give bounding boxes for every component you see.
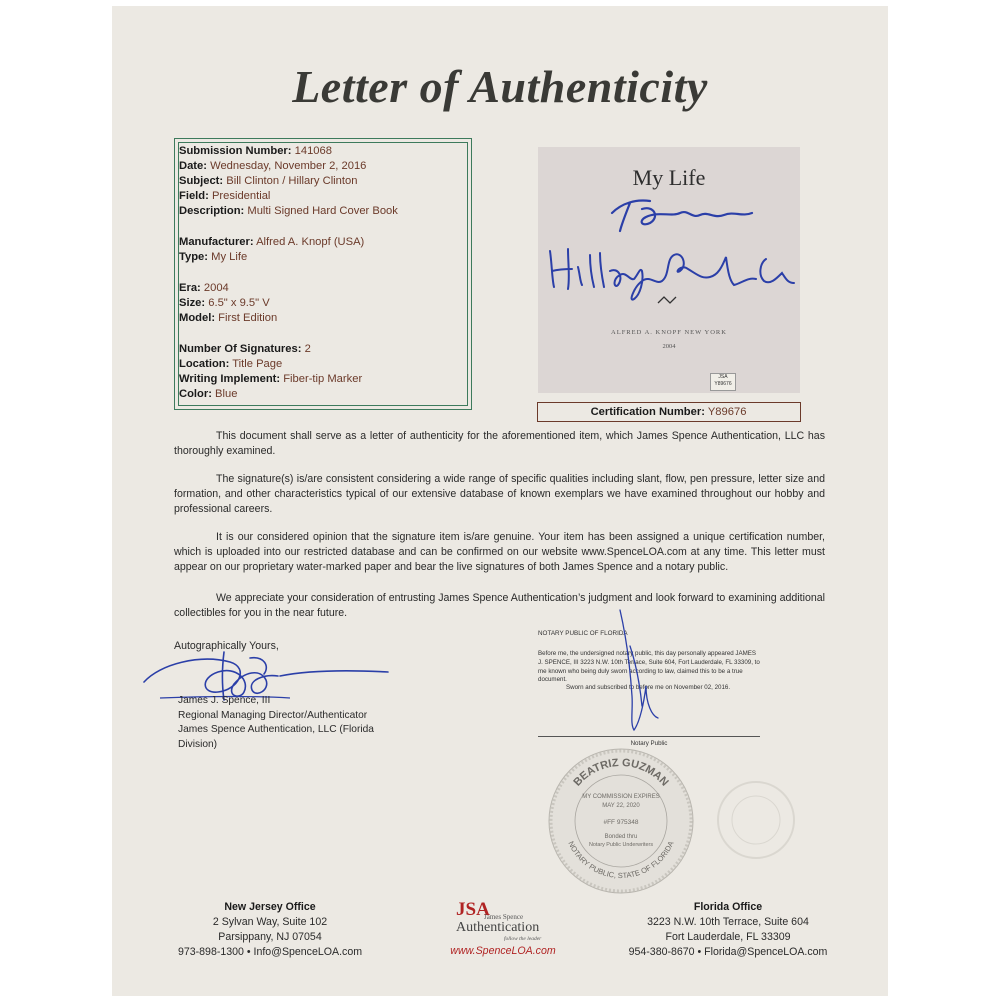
sticker-code: Y89676 [714,381,732,387]
detail-row: Model: First Edition [179,312,278,324]
body-paragraph: The signature(s) is/are consistent considering a wide range of specific qualities including slant, flow, pen pressure, letter size and formation, and other characteristics typical of our extensive database of known exemplars we have examined throughout our hobby and professional careers. [174,473,825,516]
notary-header: NOTARY PUBLIC OF FLORIDA [538,630,628,637]
notary-sworn-date: Sworn and subscribed to before me on November 02, 2016. [566,684,731,691]
detail-row: Field: Presidential [179,190,271,202]
certification-number: Certification Number: Y89676 [590,406,747,418]
book-title: My Life [632,165,706,190]
signer-division: Division) [178,738,218,750]
detail-row: Location: Title Page [179,358,283,370]
closing-text: Autographically Yours, [174,640,279,652]
detail-row: Size: 6.5" x 9.5" V [179,297,270,309]
detail-row: Era: 2004 [179,282,229,294]
fl-office-heading: Florida Office [693,901,763,913]
body-paragraph: It is our considered opinion that the signature item is/are genuine. Your item has been assigned a unique certification number, which is uploaded into our restricted database and can be confirmed on our website www.SpenceLOA.com at any time. This letter must appear on our proprietary water-marked paper and bear the live signatures of both James Spence and a notary public. [174,531,825,574]
seal-state: NOTARY PUBLIC, STATE OF FLORIDA [566,839,676,881]
fl-office-city: Fort Lauderdale, FL 33309 [665,931,791,943]
signer-title: Regional Managing Director/Authenticator [178,709,368,721]
website-link[interactable]: www.SpenceLOA.com [450,945,556,957]
page-title: Letter of Authenticity [292,61,708,112]
detail-row: Writing Implement: Fiber-tip Marker [179,373,363,385]
logo-jsa-text: JSA [456,899,490,920]
nj-office-contact: 973-898-1300 • Info@SpenceLOA.com [177,946,363,958]
detail-row: Subject: Bill Clinton / Hillary Clinton [179,175,358,187]
body-paragraph: We appreciate your consideration of entrusting James Spence Authentication’s judgment and look forward to examining additional collectibles for you in the near future. [174,592,825,620]
item-details-box [174,138,472,410]
logo-james-spence: James Spence [484,913,524,921]
nj-office-city: Parsippany, NJ 07054 [218,931,322,943]
seal-commission: MY COMMISSION EXPIRES [582,794,660,800]
signer-name: James J. Spence, III [178,695,271,706]
fl-office-street: 3223 N.W. 10th Terrace, Suite 604 [647,916,809,928]
autograph-signatures [538,147,800,393]
detail-row: Type: My Life [179,251,248,263]
logo-authentication: Authentication [456,920,540,935]
jsa-logo [428,897,578,945]
signer-block [178,694,374,752]
notary-statement: Before me, the undersigned notary public, this day personally appeared JAMES J. SPENCE, III 3223 N.W. 10th Terrace, Suite 604, Fort Lauderdale, FL 33309, to me known who being duly sworn according to law, claimed this to be a true document. [538,650,760,684]
notary-signature-line [538,736,760,737]
detail-row: Submission Number: 141068 [179,145,332,157]
logo-tagline: follow the leader [504,936,542,942]
detail-row: Description: Multi Signed Hard Cover Book [179,205,398,217]
body-paragraph: This document shall serve as a letter of authenticity for the aforementioned item, which James Spence Authentication, LLC has thoroughly examined. [174,430,825,458]
fl-office [628,900,828,960]
signer-company: James Spence Authentication, LLC (Florida [178,724,374,735]
sticker-brand: JSA [718,374,728,380]
seal-date: MAY 22, 2020 [602,803,640,809]
fl-office-contact: 954-380-8670 • Florida@SpenceLOA.com [628,946,828,958]
certification-box [537,402,801,422]
book-publisher: ALFRED A. KNOPF NEW YORK [611,329,727,336]
detail-row: Number Of Signatures: 2 [179,343,311,355]
jsa-hologram-sticker [710,373,736,391]
nj-office-street: 2 Sylvan Way, Suite 102 [212,916,328,928]
notary-label: Notary Public [630,740,668,747]
nj-office-heading: New Jersey Office [224,901,316,913]
nj-office [170,900,370,960]
notary-seal [546,746,696,896]
detail-row: Color: Blue [179,388,238,400]
seal-bonded: Bonded thru [604,834,638,840]
detail-row: Manufacturer: Alfred A. Knopf (USA) [179,236,365,248]
seal-name: BEATRIZ GUZMAN [571,756,671,789]
book-year: 2004 [662,343,676,350]
notary-signature [600,606,690,736]
signed-item-photo [538,147,800,393]
seal-underwriters: Notary Public Underwriters [588,842,654,848]
embossed-seal-faint [716,780,796,860]
detail-row: Date: Wednesday, November 2, 2016 [179,160,367,172]
seal-number: #FF 975348 [603,819,639,826]
